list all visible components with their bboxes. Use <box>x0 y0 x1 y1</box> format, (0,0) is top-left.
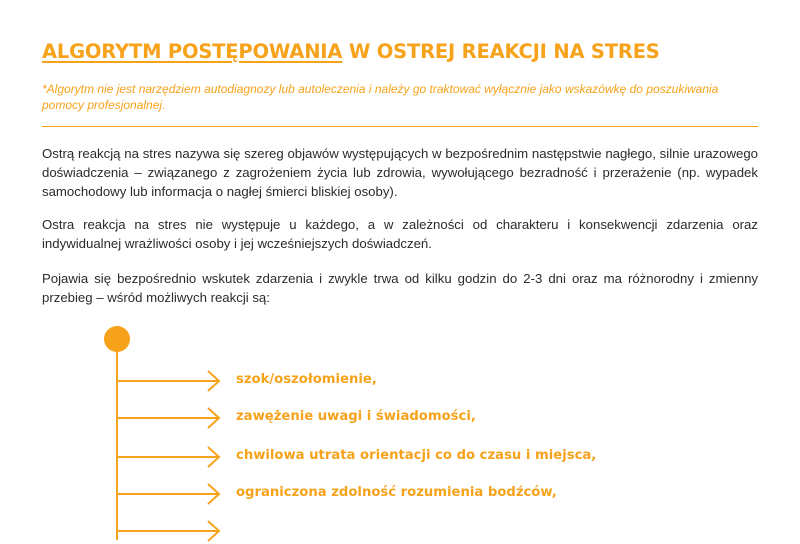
arrow-right-icon <box>116 368 226 394</box>
arrow-right-icon <box>116 481 226 507</box>
arrow-right-icon <box>116 518 226 544</box>
reaction-label: zawężenie uwagi i świadomości, <box>236 409 476 424</box>
list-item-partial <box>116 518 656 544</box>
title-rest: W OSTREJ REAKCJI NA STRES <box>342 40 660 63</box>
reaction-label: szok/oszołomienie, <box>236 372 377 387</box>
list-item <box>116 481 656 507</box>
arrow-right-icon <box>116 405 226 431</box>
list-item <box>116 368 656 394</box>
timeline-line <box>116 350 118 540</box>
reaction-label: ograniczona zdolność rozumienia bodźców, <box>236 485 557 500</box>
timeline-start-dot <box>104 326 130 352</box>
page-title <box>42 40 660 63</box>
arrow-right-icon <box>116 444 226 470</box>
reaction-label: chwilowa utrata orientacji co do czasu i miejsca, <box>236 448 597 463</box>
paragraph-occurrence: Ostra reakcja na stres nie występuje u każdego, a w zależności od charakteru i konsekwencji zdarzenia oraz indywidualnej wrażliwości osoby i jej wcześniejszych doświadczeń. <box>42 217 758 251</box>
divider <box>42 126 758 127</box>
paragraph-duration: Pojawia się bezpośrednio wskutek zdarzenia i zwykle trwa od kilku godzin do 2-3 dni oraz ma różnorodny i zmienny przebieg – wśród możliwych reakcji są: <box>42 271 758 305</box>
disclaimer-note: *Algorytm nie jest narzędziem autodiagnozy lub autoleczenia i należy go traktować wyłącznie jako wskazówkę do poszukiwania pomocy profesjonalnej. <box>42 82 719 112</box>
list-item <box>116 405 656 431</box>
list-item <box>116 444 656 470</box>
title-underlined-part: ALGORYTM POSTĘPOWANIA <box>42 40 343 63</box>
paragraph-definition: Ostrą reakcją na stres nazywa się szereg objawów występujących w bezpośrednim następstwie nagłego, silnie urazowego doświadczenia – związanego z zagrożeniem życia lub zdrowia, wywołującego bezradność i przerażenie (np. wypadek samochodowy lub informacja o nagłej śmierci bliskiej osoby). <box>42 146 758 199</box>
